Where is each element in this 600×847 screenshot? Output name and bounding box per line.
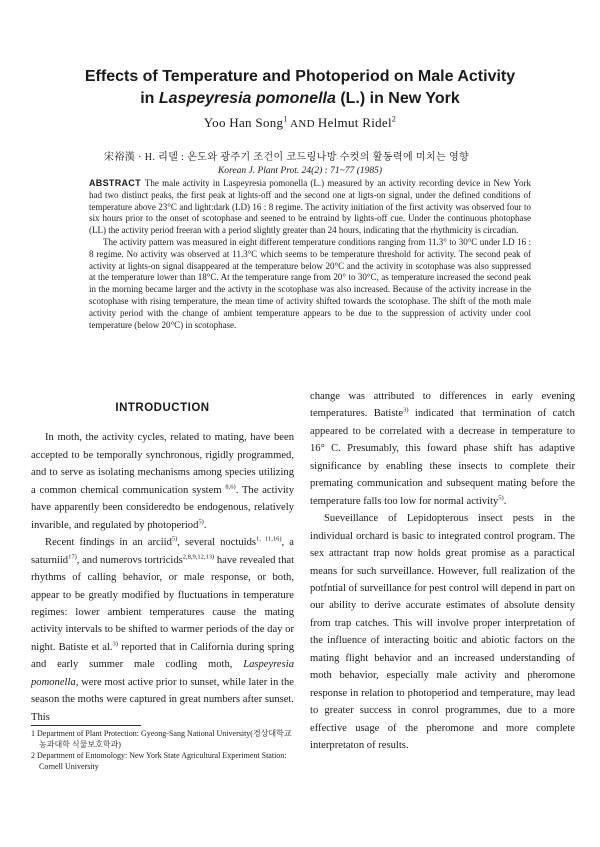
journal-citation: Korean J. Plant Prot. 24(2) : 71~77 (1985) xyxy=(217,166,383,176)
paper-title-line2: in Laspeyresia pomonella (L.) in New York xyxy=(140,90,460,107)
authors: Yoo Han Song$^1$ AND Helmut Ridel$^2$ xyxy=(203,114,397,130)
intro-paragraph-2: Recent findings in an arciid$^{5)}$, several noctuids$^{1, 11,16)}$, a saturniid$^{17)}$, and numerovs tortricids$^{2,8,9,12,13)}$ have revealed that rhythms of calling behavior, or male response, or both, appear to be greatly modified by fluctuations in temperature regimes: lower ambient temperatures cause the mating activity intervals to be shifted to warmer periods of the day or night. Batiste et al.$^{3)}$ reported that in California during spring and early summer male codling moth, Laspeyresia pomonella, were most active prior to sunset, while later in the season the moths were captured in great numbers after sunset. This xyxy=(31,535,295,723)
paper-title-line1: Effects of Temperature and Photoperiod on Male Activity xyxy=(84,68,516,85)
footnote-divider xyxy=(31,725,141,726)
author-song: Yoo Han Song xyxy=(203,115,284,130)
left-column xyxy=(31,392,294,726)
intro-paragraph-1: In moth, the activity cycles, related to mating, have been accepted to be temporally synchronous, rigidly programmed, and to serve as isolating mechanisms among species utilizing a common chemical communication system $^{8,6)}$. The activity have apparently been consideredto be endogenous, relatively invarible, and regulated by photoperiod$^{5)}$. xyxy=(31,432,295,531)
footnote-2: 2 Department of Entomology: New York State Agricultural Experiment Station: Cornell University xyxy=(31,751,287,771)
abstract-paragraph-1: ABSTRACT The male activity in Laspeyresia pomonella (L.) measured by an activity recording device in New York had two distinct peaks, the first peak at lights-off and the second one at ligts-on signal, under the defined conditions of temperature above 23°C and light:dark (LD) 16 : 8 regime. The activity initiation of the first activity was observed four to six hours prior to the onset of scotophase and seened to be entraind by lights-off cue. Under the continuous photophase (LL) the activity period freeran with a period slightly greater than 24 hours, indicating that the rhythmicity is circadian. xyxy=(89,178,531,236)
korean-title: 宋裕漢 · H. 리델 : 온도와 광주기 조건이 코드링나방 수컷의 활동력에 미치는 영향 xyxy=(104,152,470,163)
right-column xyxy=(310,388,575,755)
species-name: Laspeyresia pomonella xyxy=(158,90,336,107)
footnotes xyxy=(31,729,293,773)
introduction-heading: INTRODUCTION xyxy=(115,402,210,414)
intro-paragraph-2-continued: change was attributed to differences in early evening temperatures. Batiste$^{3)}$ indicated that termination of catch appeared to be correlated with a decrease in temperature to 16° C. Presumably, this foward phase shift has adaptive significance by enabling these insects to complete their premating communication and subsequent mating before the temperature falls too low for normal activity$^{5)}$. xyxy=(310,391,575,507)
author-ridel: Helmut Ridel xyxy=(317,115,392,130)
abstract-label: ABSTRACT xyxy=(89,178,141,188)
intro-paragraph-3: Sueveillance of Lepidopterous insect pests in the individual orchard is basic to integrated control program. The sex attractant trap now holds great promise as a paractical means for such surveillance. However, full realization of the potfntial of surveillance for pest control will depend in part on our ability to derive accurate estimates of absolute density from trap catches. This will involve proper interpretation of the influence of interacting boitic and abiotic factors on the mating flight behavior and an increased understanding of moth behavior, especially male activity and pheromone response in relation to photoperiod and temperature, may lead to greater success in conrol programmes, due to a more effective usage of the pheromone and more complete interpretaton of results. xyxy=(310,513,575,752)
abstract xyxy=(89,178,531,331)
abstract-paragraph-2: The activity pattern was measured in eight different temperature conditions ranging from 11.3° to 30°C under LD 16 : 8 regime. No activity was observed at 11.3°C which seems to be temperature threshold for activity. The second peak of activity at lights-on signal disappeared at the temperature below 20°C and the activity in scotophase was also suppressed at the temperature lower than 18°C. At the temperature range from 20° to 30°C, as temperature increased the second peak in the morning became larger and the activty in the scotophase was also increased. Because of the activity increase in the scotophase with rising temperature, the mean time of activity shifted towards the scotophase. The shift of the moth male activity period with the change of ambient temperature appears to be due to the suppression of activity under cool temperature (below 20°C) in scotophase. xyxy=(89,236,531,330)
footnote-1: 1 Department of Plant Protection: Gyeong-Sang National University(경상대학교 농과대학 식물보호학과) xyxy=(31,729,292,749)
